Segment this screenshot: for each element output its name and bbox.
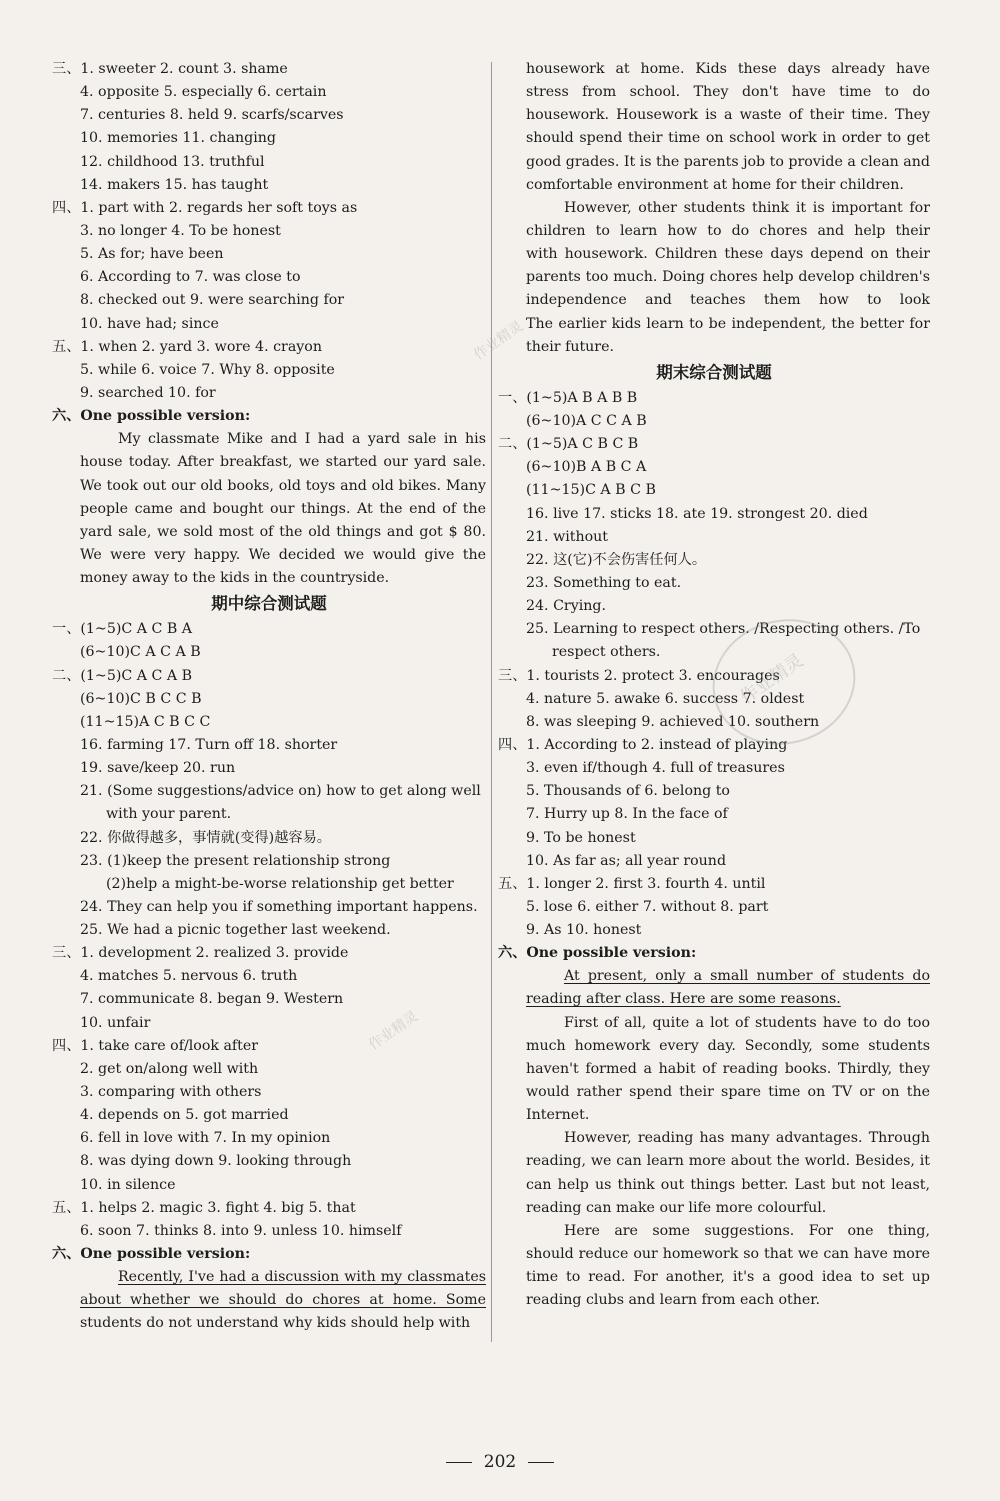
text-line: 16. live 17. sticks 18. ate 19. strongest 20. died [526, 505, 868, 522]
text-line: people came and bought our things. At the end of the [80, 500, 486, 517]
text-line: 8. was sleeping 9. achieved 10. southern [526, 713, 820, 730]
text-line: 10. in silence [80, 1176, 176, 1193]
text-line: 3. no longer 4. To be honest [80, 222, 281, 239]
text-line: 6. According to 7. was close to [80, 269, 301, 286]
text-line: 16. farming 17. Turn off 18. shorter [80, 736, 338, 753]
text-line: 5. Thousands of 6. belong to [526, 783, 730, 800]
text-line: respect others. [552, 644, 661, 661]
text-line: much homework every day. Secondly, some students [526, 1037, 930, 1054]
text-line: reading, we can learn more about the world. Besides, it [526, 1153, 930, 1170]
text-line: their future. [526, 338, 614, 355]
text-line: We took out our old books, old toys and old bikes. Many [80, 477, 486, 494]
text-line: 9. searched 10. for [80, 384, 216, 401]
text-line: 5. while 6. voice 7. Why 8. opposite [80, 361, 335, 378]
text-line: 10. As far as; all year round [526, 852, 727, 869]
text-line: (6~10)A C C A B [526, 412, 647, 429]
text-line: 7. Hurry up 8. In the face of [526, 806, 728, 823]
text-line: house today. After breakfast, we started our yard sale. [80, 454, 486, 471]
text-line: 二、(1~5)A C B C B [498, 436, 639, 453]
left-column [52, 58, 486, 1336]
text-line: 一、(1~5)A B A B B [498, 389, 638, 406]
text-line: 2. get on/along well with [80, 1060, 259, 1077]
text-line: children to learn how to do chores and help their [526, 222, 930, 239]
text-line: 三、1. development 2. realized 3. provide [52, 945, 349, 962]
text-line: time to read. For another, it's a good idea to set up [526, 1269, 930, 1286]
text-line: 5. lose 6. either 7. without 8. part [526, 898, 769, 915]
section-title: 期中综合测试题 [211, 594, 327, 614]
text-line: 10. unfair [80, 1014, 151, 1031]
text-line: (6~10)C A C A B [80, 644, 201, 661]
text-line: 21. (Some suggestions/advice on) how to get along well [80, 783, 481, 800]
text-line: should spend their time on school work in order to get [526, 130, 930, 147]
text-line: (6~10)C B C C B [80, 690, 202, 707]
text-line: 5. As for; have been [80, 246, 224, 263]
text-line: 六、One possible version: [52, 1246, 251, 1263]
text-line: 六、One possible version: [52, 408, 251, 425]
text-line: housework. Housework is a waste of their time. They [526, 107, 930, 124]
text-line: comfortable environment at home for their children. [526, 176, 904, 193]
text-line: (11~15)C A B C B [526, 482, 656, 499]
text-line: students do not understand why kids should help with [80, 1315, 471, 1332]
text-line: 9. To be honest [526, 829, 636, 846]
text-line: 三、1. tourists 2. protect 3. encourages [498, 667, 780, 684]
text-line: 10. have had; since [80, 315, 219, 332]
text-line: (2)help a might-be-worse relationship get better [106, 875, 454, 892]
text-line: housework at home. Kids these days already have [526, 61, 930, 77]
text-line: 25. We had a picnic together last weekend. [80, 922, 391, 939]
text-line: Here are some suggestions. For one thing, [564, 1222, 930, 1239]
watermark: 作业精灵 [736, 649, 808, 709]
text-line: 21. without [526, 528, 608, 545]
text-line: 3. comparing with others [80, 1084, 262, 1101]
text-line: 7. communicate 8. began 9. Western [80, 991, 344, 1008]
text-line: haven't formed a habit of reading books. Thirdly, they [526, 1060, 930, 1077]
text-line: 四、1. part with 2. regards her soft toys as [52, 199, 358, 216]
text-line: should reduce our homework so that we can have more [526, 1246, 930, 1263]
text-line: reading after class. Here are some reasons. [526, 991, 841, 1008]
text-line: 6. fell in love with 7. In my opinion [80, 1130, 331, 1147]
text-line: with your parent. [106, 806, 232, 823]
text-line: At present, only a small number of students do [564, 968, 930, 985]
text-line: good grades. It is the parents job to provide a clean and [526, 153, 930, 170]
text-line: 二、(1~5)C A C A B [52, 667, 193, 684]
text-line: 六、One possible version: [498, 945, 697, 962]
text-line: First of all, quite a lot of students have to do too [564, 1014, 930, 1031]
text-line: money away to the kids in the countryside. [80, 570, 390, 587]
text-line: reading can make our life more colourful. [526, 1199, 827, 1216]
text-line: 8. checked out 9. were searching for [80, 292, 345, 309]
text-line: 22. 你做得越多，事情就(变得)越容易。 [80, 829, 331, 846]
column-divider [491, 62, 492, 1342]
text-line: 3. even if/though 4. full of treasures [526, 760, 785, 777]
text-line: 4. matches 5. nervous 6. truth [80, 968, 298, 985]
text-line: reading clubs and learn from each other. [526, 1292, 820, 1309]
text-line: (11~15)A C B C C [80, 713, 211, 730]
text-line: Recently, I've had a discussion with my classmates [118, 1269, 486, 1286]
text-line: We were very happy. We decided we would give the [80, 546, 486, 563]
text-line: 9. As 10. honest [526, 922, 642, 939]
text-line: 24. They can help you if something important happens. [80, 898, 478, 915]
text-line: 8. was dying down 9. looking through [80, 1153, 352, 1170]
text-line: However, reading has many advantages. Through [564, 1130, 930, 1147]
text-line: However, other students think it is important for [564, 199, 930, 216]
text-line: 23. (1)keep the present relationship strong [80, 852, 391, 869]
text-line: 五、1. helps 2. magic 3. fight 4. big 5. that [52, 1199, 356, 1216]
watermark: 作业精灵 [366, 1008, 422, 1054]
text-line: independence and teaches them how to look [526, 292, 930, 309]
text-line: 五、1. longer 2. first 3. fourth 4. until [498, 875, 766, 892]
text-line: 一、(1~5)C A C B A [52, 621, 193, 638]
text-line: 24. Crying. [526, 598, 606, 615]
text-line: 19. save/keep 20. run [80, 760, 236, 777]
text-line: 四、1. take care of/look after [52, 1037, 259, 1054]
text-line: 4. nature 5. awake 6. success 7. oldest [526, 690, 805, 707]
text-line: 4. depends on 5. got married [80, 1107, 289, 1124]
text-line: 22. 这(它)不会伤害任何人。 [526, 551, 707, 568]
text-line: (6~10)B A B C A [526, 459, 647, 476]
text-line: 三、1. sweeter 2. count 3. shame [52, 61, 288, 77]
text-line: 12. childhood 13. truthful [80, 153, 265, 170]
text-line: 10. memories 11. changing [80, 130, 277, 147]
text-line: stress from school. They don't have time to do [526, 84, 930, 101]
text-line: 4. opposite 5. especially 6. certain [80, 84, 327, 101]
text-line: yard sale, we sold most of the old things and got $ 80. [80, 523, 486, 540]
text-line: with housework. Children these days depend on their [526, 246, 930, 263]
text-line: about whether we should do chores at home. Some [80, 1292, 486, 1309]
text-line: 五、1. when 2. yard 3. wore 4. crayon [52, 338, 322, 355]
text-line: 14. makers 15. has taught [80, 176, 269, 193]
text-line: The earlier kids learn to be independent, the better for [526, 315, 930, 332]
text-line: 23. Something to eat. [526, 574, 682, 591]
text-line: 四、1. According to 2. instead of playing [498, 736, 788, 753]
text-line: 6. soon 7. thinks 8. into 9. unless 10. himself [80, 1222, 402, 1239]
text-line: 7. centuries 8. held 9. scarfs/scarves [80, 107, 344, 124]
watermark: 作业精灵 [471, 318, 527, 364]
page-number: 202 [0, 1452, 1000, 1472]
text-line: parents too much. Doing chores help develop children's [526, 269, 930, 286]
text-line: would rather spend their spare time on TV or on the [526, 1084, 930, 1101]
text-line: Internet. [526, 1107, 590, 1124]
section-title: 期末综合测试题 [656, 362, 772, 382]
text-line: can help us think out things better. Last but not least, [526, 1176, 930, 1193]
text-line: My classmate Mike and I had a yard sale in his [118, 431, 486, 448]
text-line: 25. Learning to respect others. /Respecting others. /To [526, 621, 921, 638]
